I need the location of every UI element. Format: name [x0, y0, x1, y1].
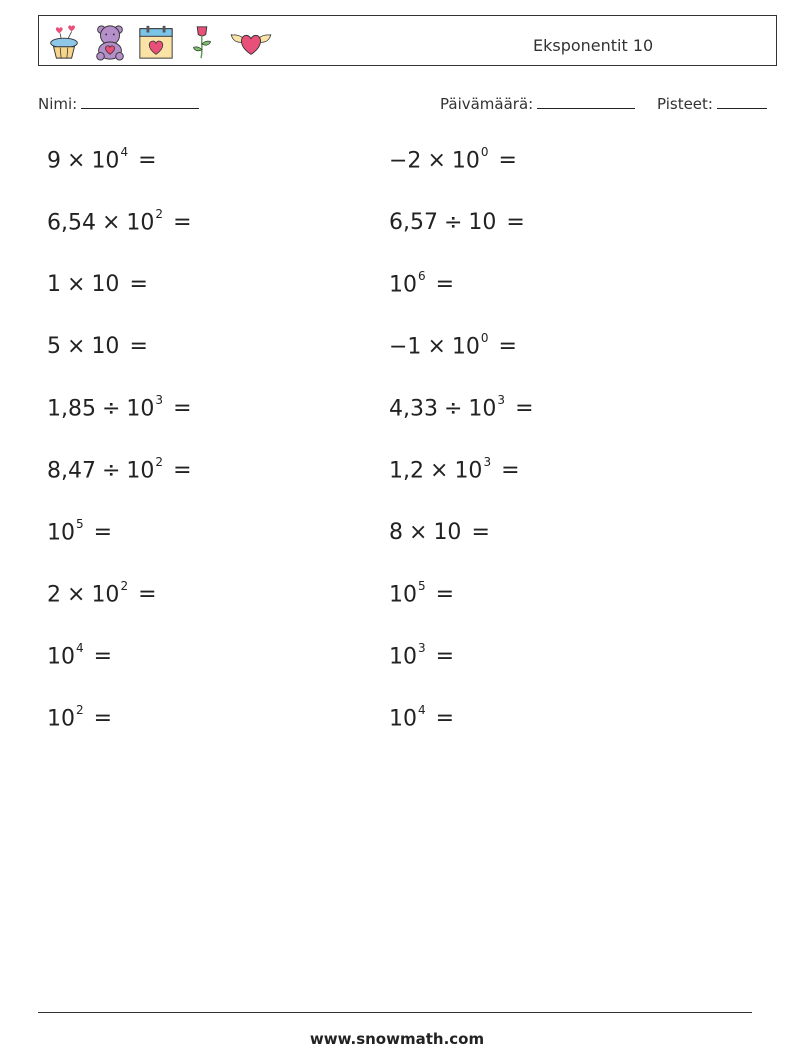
problem-left-1 [47, 145, 163, 174]
problem-equals: = [506, 210, 525, 235]
problem-base: −1 [389, 334, 422, 360]
problem-base: 1 [47, 272, 61, 297]
problem-exponent: 2 [120, 579, 129, 593]
problem-base: 1,2 [389, 458, 424, 484]
problem-power-base: 10 [126, 210, 155, 236]
date-label: Päivämäärä: [440, 95, 534, 113]
problem-base: 5 [47, 334, 61, 359]
problem-power-base: 10 [454, 458, 483, 484]
problem-base: 6,54 [47, 210, 96, 236]
problem-power-base: 10 [91, 148, 120, 174]
name-field[interactable] [38, 94, 199, 113]
problem-equals: = [173, 458, 192, 484]
problem-equals: = [498, 334, 517, 360]
problem-left-8 [47, 579, 163, 608]
problem-base: 6,57 [389, 210, 438, 235]
problem-exponent: 3 [497, 393, 506, 407]
problem-power-base: 10 [389, 272, 417, 298]
problem-power-base: 10 [47, 644, 75, 670]
problem-right-7 [389, 520, 496, 545]
problem-equals: = [435, 582, 455, 608]
problem-equals: = [498, 148, 517, 174]
problem-operator: × [427, 334, 446, 360]
problem-equals: = [129, 272, 148, 297]
problem-right-9 [389, 641, 460, 670]
problem-right-5 [389, 393, 540, 422]
problem-power-base: 10 [126, 396, 155, 422]
problem-base: 8 [389, 520, 403, 545]
problem-operator: × [427, 148, 446, 174]
problem-equals: = [435, 706, 455, 732]
score-blank[interactable] [717, 94, 767, 109]
problem-exponent: 6 [418, 269, 426, 283]
problem-equals: = [93, 520, 113, 546]
problem-power-base: 10 [433, 520, 462, 545]
worksheet-title: Eksponentit 10 [533, 36, 654, 55]
problem-power-base: 10 [451, 334, 480, 360]
problem-exponent: 4 [418, 703, 426, 717]
problem-equals: = [435, 644, 455, 670]
problem-power-base: 10 [389, 582, 417, 608]
problem-right-1 [389, 145, 523, 174]
date-blank[interactable] [537, 94, 635, 109]
problem-equals: = [138, 148, 157, 174]
problem-left-3 [47, 272, 154, 297]
problem-right-6 [389, 455, 526, 484]
problem-equals: = [129, 334, 148, 359]
decorative-icons [45, 22, 273, 62]
problem-exponent: 4 [76, 641, 84, 655]
problem-base: −2 [389, 148, 422, 174]
problem-operator: ÷ [101, 396, 121, 422]
problem-power-base: 10 [91, 334, 120, 359]
problem-power-base: 10 [91, 582, 120, 608]
teddy-bear-icon [91, 23, 129, 61]
problem-equals: = [435, 272, 455, 298]
problem-exponent: 3 [483, 455, 492, 469]
problem-exponent: 2 [155, 207, 164, 221]
problem-base: 8,47 [47, 458, 96, 484]
problem-exponent: 0 [480, 145, 489, 159]
problem-power-base: 10 [468, 396, 497, 422]
problem-exponent: 0 [480, 331, 489, 345]
problem-equals: = [173, 210, 192, 236]
problem-power-base: 10 [468, 210, 497, 235]
footer-url: www.snowmath.com [309, 1030, 485, 1048]
problem-power-base: 10 [126, 458, 155, 484]
name-label: Nimi: [38, 95, 78, 113]
problem-exponent: 4 [120, 145, 129, 159]
problem-exponent: 3 [418, 641, 426, 655]
problem-exponent: 2 [76, 703, 84, 717]
problem-left-9 [47, 641, 118, 670]
problem-equals: = [515, 396, 534, 422]
worksheet-header [38, 15, 777, 66]
problem-base: 9 [47, 148, 61, 174]
problem-power-base: 10 [389, 644, 417, 670]
problem-power-base: 10 [451, 148, 480, 174]
problem-operator: ÷ [443, 396, 463, 422]
problem-power-base: 10 [47, 706, 75, 732]
problem-exponent: 5 [418, 579, 426, 593]
problem-right-4 [389, 331, 523, 360]
rose-icon [183, 23, 221, 61]
date-field[interactable] [440, 94, 635, 113]
problem-operator: ÷ [101, 458, 121, 484]
problem-exponent: 3 [155, 393, 164, 407]
problem-equals: = [138, 582, 157, 608]
problem-right-3 [389, 269, 460, 298]
score-label: Pisteet: [657, 95, 713, 113]
calendar-heart-icon [137, 23, 175, 61]
problem-operator: × [101, 210, 121, 236]
problem-operator: × [430, 458, 449, 484]
problem-right-8 [389, 579, 460, 608]
problem-operator: × [409, 520, 428, 545]
name-blank[interactable] [81, 94, 199, 109]
problem-base: 2 [47, 582, 61, 608]
problem-operator: × [67, 148, 86, 174]
problem-equals: = [501, 458, 520, 484]
problem-power-base: 10 [47, 520, 75, 546]
cupcake-icon [45, 23, 83, 61]
problem-operator: ÷ [443, 210, 463, 235]
problem-equals: = [471, 520, 490, 545]
problem-equals: = [93, 706, 113, 732]
problem-right-10 [389, 703, 460, 732]
problem-left-5 [47, 393, 198, 422]
problem-operator: × [67, 582, 86, 608]
score-field[interactable] [657, 94, 767, 113]
problem-exponent: 2 [155, 455, 164, 469]
problem-operator: × [67, 334, 86, 359]
problem-power-base: 10 [91, 272, 120, 297]
problem-power-base: 10 [389, 706, 417, 732]
problem-equals: = [93, 644, 113, 670]
problem-operator: × [67, 272, 86, 297]
problem-right-2 [389, 210, 531, 235]
problem-base: 4,33 [389, 396, 438, 422]
problem-left-6 [47, 455, 198, 484]
problem-exponent: 5 [76, 517, 84, 531]
problem-left-7 [47, 517, 118, 546]
problem-base: 1,85 [47, 396, 96, 422]
footer-divider [38, 1012, 752, 1013]
winged-heart-icon [229, 23, 273, 61]
problem-left-10 [47, 703, 118, 732]
problem-equals: = [173, 396, 192, 422]
problem-left-4 [47, 334, 154, 359]
problem-left-2 [47, 207, 198, 236]
